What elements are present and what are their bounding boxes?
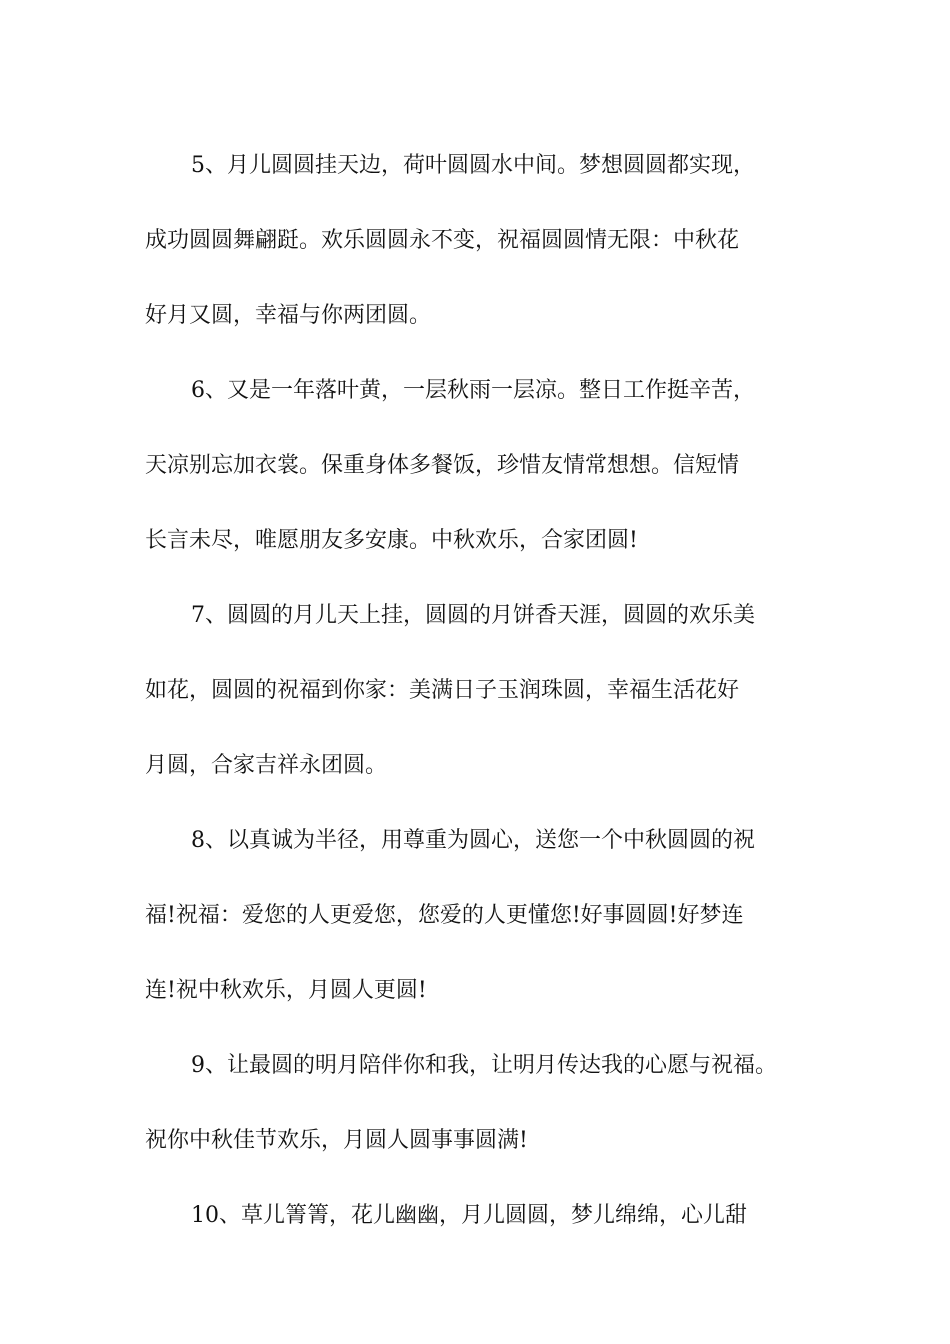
text-line: 9、让最圆的明月陪伴你和我，让明月传达我的心愿与祝福。: [191, 1053, 777, 1078]
text-line: 成功圆圆舞翩跹。欢乐圆圆永不变，祝福圆圆情无限：中秋花: [145, 228, 740, 253]
text-line: 7、圆圆的月儿天上挂，圆圆的月饼香天涯，圆圆的欢乐美: [191, 603, 755, 628]
paragraph-10: [145, 1178, 810, 1253]
text-line: 6、又是一年落叶黄，一层秋雨一层凉。整日工作挺辛苦，: [191, 378, 755, 403]
text-line: 好月又圆，幸福与你两团圆。: [145, 303, 432, 328]
paragraph-8: [145, 803, 810, 1028]
text-line: 10、草儿箐箐，花儿幽幽，月儿圆圆，梦儿绵绵，心儿甜: [191, 1203, 747, 1228]
text-line: 祝你中秋佳节欢乐，月圆人圆事事圆满!: [145, 1128, 528, 1153]
text-line: 连!祝中秋欢乐，月圆人更圆!: [145, 978, 427, 1003]
paragraph-6: [145, 353, 810, 578]
document-body: [145, 128, 810, 1253]
text-line: 5、月儿圆圆挂天边，荷叶圆圆水中间。梦想圆圆都实现，: [191, 153, 755, 178]
paragraph-5: [145, 128, 810, 353]
text-line: 长言未尽，唯愿朋友多安康。中秋欢乐，合家团圆!: [145, 528, 638, 553]
text-line: 如花，圆圆的祝福到你家：美满日子玉润珠圆，幸福生活花好: [145, 678, 740, 703]
text-line: 福!祝福：爱您的人更爱您，您爱的人更懂您!好事圆圆!好梦连: [145, 903, 744, 928]
paragraph-7: [145, 578, 810, 803]
text-line: 8、以真诚为半径，用尊重为圆心，送您一个中秋圆圆的祝: [191, 828, 755, 853]
text-line: 天凉别忘加衣裳。保重身体多餐饭，珍惜友情常想想。信短情: [145, 453, 740, 478]
text-line: 月圆，合家吉祥永团圆。: [145, 753, 388, 778]
paragraph-9: [145, 1028, 810, 1178]
